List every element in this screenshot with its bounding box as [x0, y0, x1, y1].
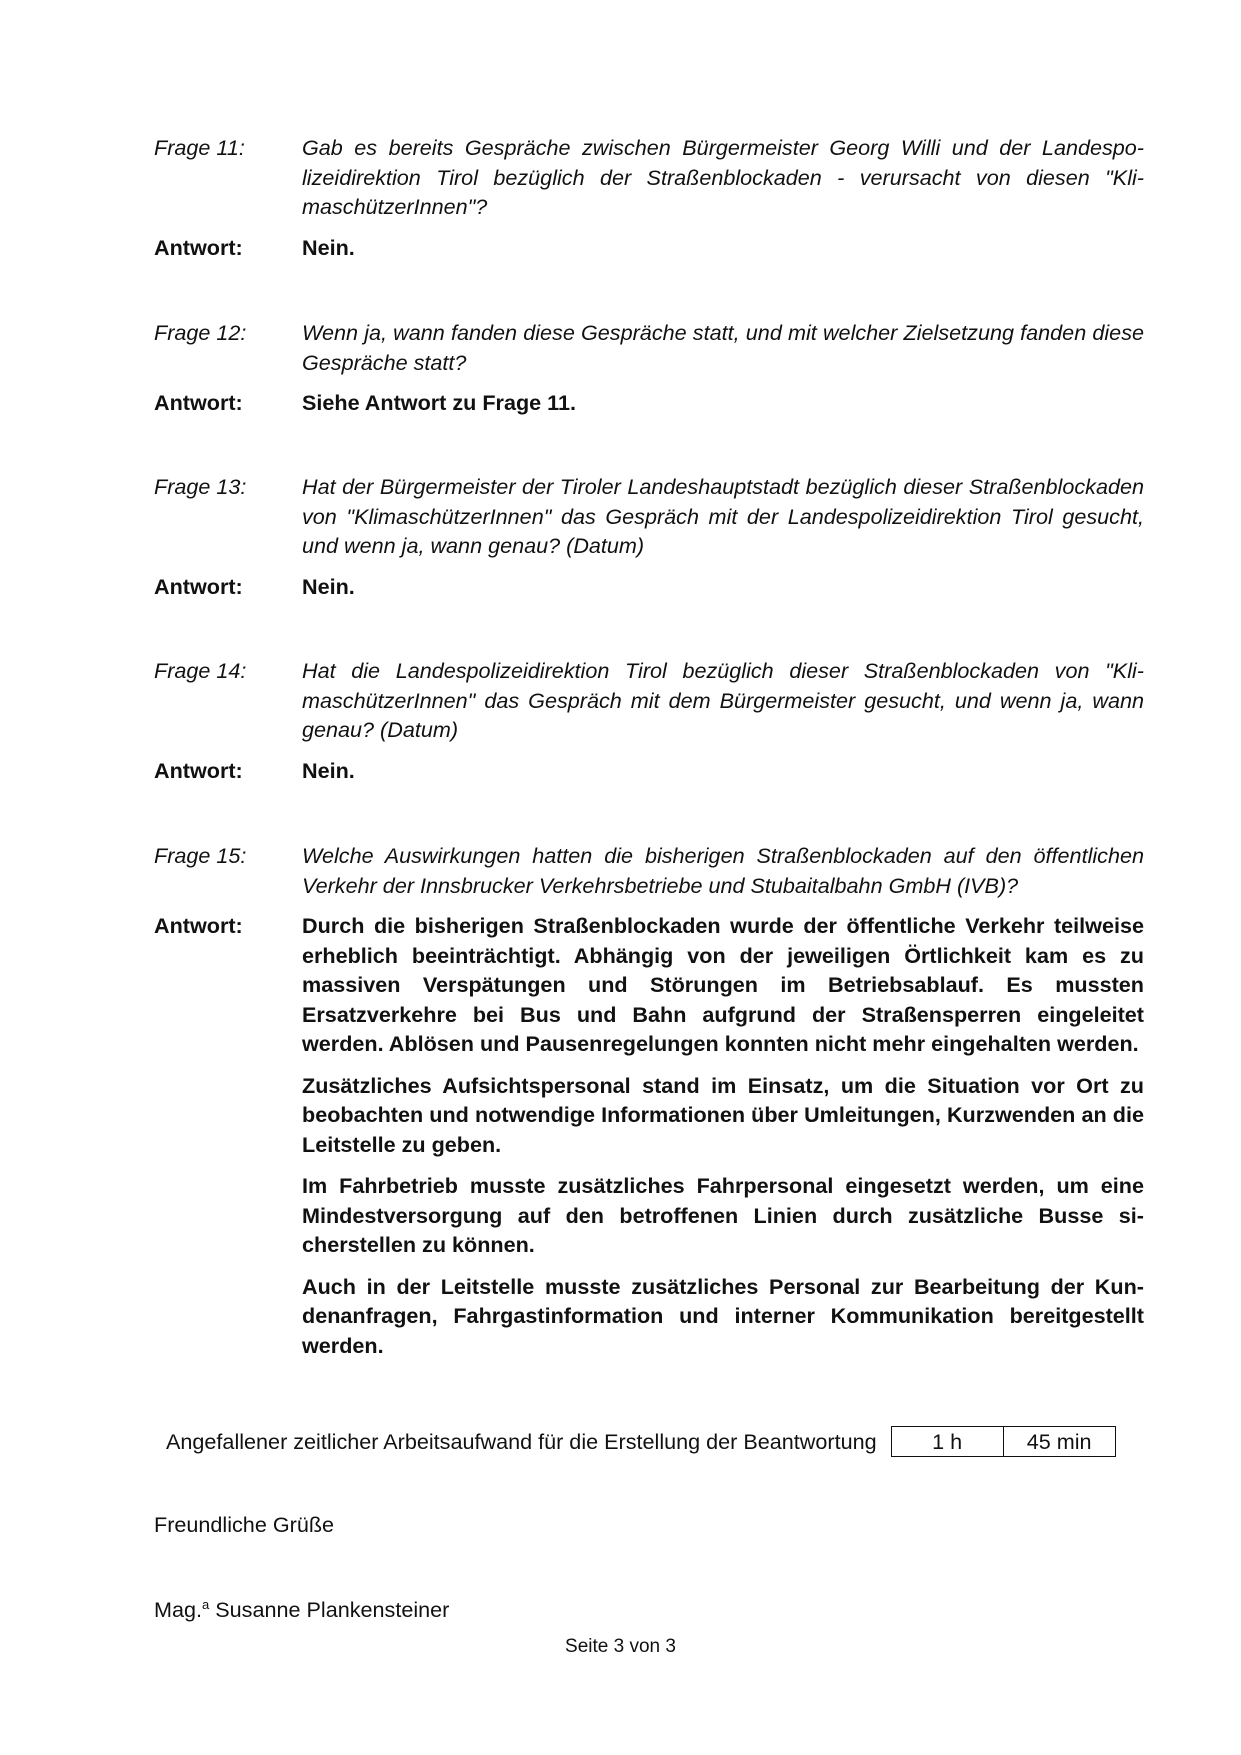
qa-block-15	[154, 841, 1144, 1360]
answer-label: Antwort:	[154, 390, 243, 415]
answer-row	[154, 572, 1144, 602]
answer-text	[302, 911, 1144, 1360]
work-effort-hours: 1 h	[932, 1429, 963, 1454]
page-number: Seite 3 von 3	[565, 1636, 676, 1657]
question-row	[154, 133, 1144, 222]
signature-title-superscript: a	[202, 1597, 210, 1612]
answer-row	[154, 233, 1144, 263]
question-row	[154, 656, 1144, 745]
answer-row	[154, 388, 1144, 418]
question-text: Gab es bereits Gespräche zwischen Bürgermeister Georg Willi und der Landespolizeidirektion Tirol bezüglich der Straßenblockaden - verursacht von diesen "KlimaschützerInnen"?	[302, 135, 1144, 219]
answer-text	[302, 233, 1144, 263]
answer-label: Antwort:	[154, 913, 243, 938]
answer-paragraph: Siehe Antwort zu Frage 11.	[302, 390, 576, 415]
qa-block-13	[154, 472, 1144, 601]
question-row	[154, 841, 1144, 900]
question-row	[154, 472, 1144, 561]
answer-paragraph: Nein.	[302, 573, 355, 599]
answer-text	[302, 572, 1144, 602]
signature-person: Susanne Plankensteiner	[209, 1597, 450, 1623]
qa-block-11	[154, 133, 1144, 262]
signature-title: Mag.	[154, 1597, 203, 1623]
answer-label: Antwort:	[154, 573, 243, 599]
answer-paragraph: Durch die bisherigen Straßenblockaden wurde der öffentliche Verkehr teilweise erheblich beeinträchtigt. Abhängig von der jeweiligen Örtlichkeit kam es zu massiven Verspätungen und Störungen im Betriebsablauf. Es mussten Ersatzverkehre bei Bus und Bahn aufgrund der Straßensperren eingeleitet werden. Ablösen und Pausenregelungen konnten nicht mehr eingehalten werden.	[302, 913, 1144, 1056]
question-text: Hat der Bürgermeister der Tiroler Landeshauptstadt bezüglich dieser Straßenblockaden von "KlimaschützerInnen" das Gespräch mit der Landespolizeidirektion Tirol gesucht, und wenn ja, wann genau? (Datum)	[302, 474, 1144, 558]
answer-row	[154, 911, 1144, 1360]
answer-text	[302, 388, 1144, 418]
answer-paragraph: Zusätzliches Aufsichtspersonal stand im Einsatz, um die Situation vor Ort zu beobachten und notwendige Informationen über Umleitungen, Kurzwenden an die Leitstelle zu geben.	[302, 1072, 1144, 1157]
work-effort-table	[891, 1426, 1116, 1457]
question-text: Wenn ja, wann fanden diese Gespräche statt, und mit welcher Zielsetzung fanden diese Gespräche statt?	[302, 320, 1144, 375]
work-effort	[166, 1426, 1116, 1457]
answer-paragraph: Nein.	[302, 234, 355, 260]
question-label: Frage 15:	[154, 843, 247, 868]
question-label: Frage 14:	[154, 658, 247, 683]
answer-label: Antwort:	[154, 757, 243, 783]
question-row	[154, 318, 1144, 377]
question-label: Frage 13:	[154, 474, 247, 499]
signature-name	[154, 1597, 449, 1623]
answer-paragraph: Auch in der Leitstelle musste zusätzliches Personal zur Bearbeitung der Kundenanfragen, Fahrgastinformation und interner Kommunikation bereitgestellt werden.	[302, 1273, 1144, 1358]
qa-block-12	[154, 318, 1144, 418]
question-text: Hat die Landespolizeidirektion Tirol bezüglich dieser Straßenblockaden von "KlimaschützerInnen" das Gespräch mit dem Bürgermeister gesucht, und wenn ja, wann genau? (Datum)	[302, 658, 1144, 742]
qa-block-14	[154, 656, 1144, 785]
answer-paragraph: Nein.	[302, 757, 355, 783]
work-effort-minutes: 45 min	[1003, 1427, 1115, 1456]
work-effort-label: Angefallener zeitlicher Arbeitsaufwand für die Erstellung der Beantwortung	[166, 1428, 877, 1454]
answer-paragraph: Im Fahrbetrieb musste zusätzliches Fahrpersonal eingesetzt werden, um eine Mindestversorgung auf den betroffenen Linien durch zusätzliche Busse sicherstellen zu können.	[302, 1173, 1144, 1257]
question-label: Frage 11:	[154, 135, 245, 160]
question-text: Welche Auswirkungen hatten die bisherigen Straßenblockaden auf den öffentlichen Verkehr der Innsbrucker Verkehrsbetriebe und Stubaitalbahn GmbH (IVB)?	[302, 843, 1144, 898]
answer-label: Antwort:	[154, 234, 243, 260]
closing-greeting: Freundliche Grüße	[154, 1512, 335, 1537]
answer-text	[302, 756, 1144, 786]
answer-row	[154, 756, 1144, 786]
question-label: Frage 12:	[154, 320, 247, 345]
